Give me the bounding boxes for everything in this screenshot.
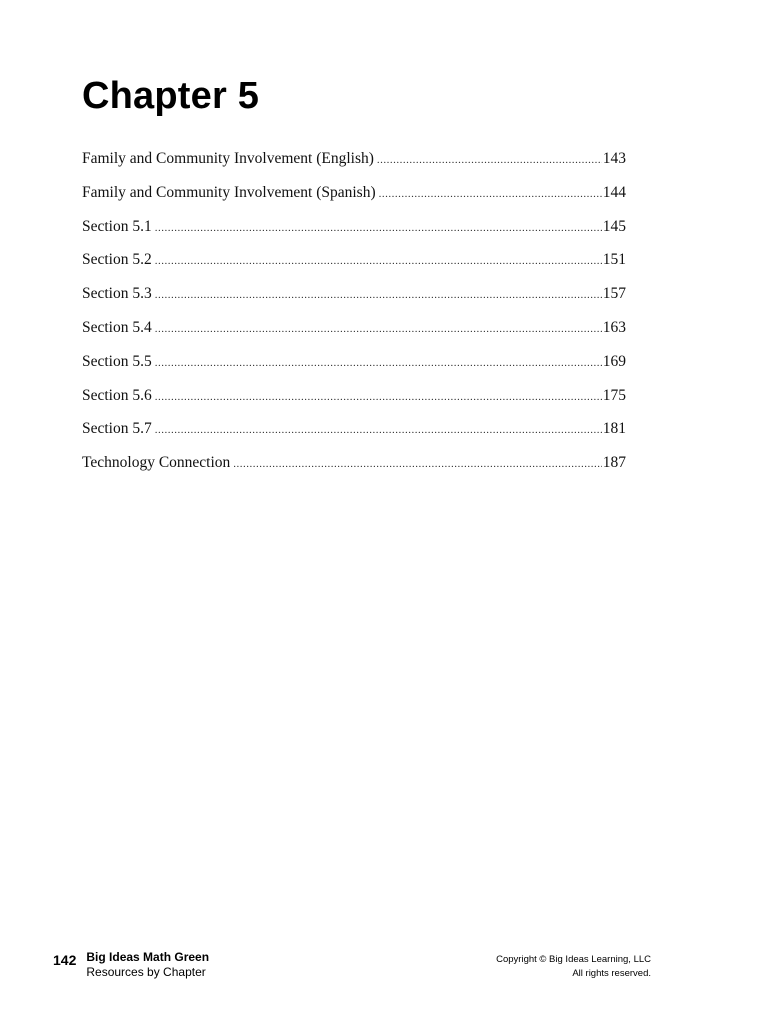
toc-entry bbox=[82, 412, 626, 446]
dot-leader bbox=[155, 379, 602, 415]
dot-leader bbox=[155, 412, 602, 448]
toc-entry bbox=[82, 210, 626, 244]
toc-entry-page: 169 bbox=[602, 352, 626, 370]
toc-entry bbox=[82, 311, 626, 345]
rights-line: All rights reserved. bbox=[572, 968, 651, 979]
dot-leader bbox=[377, 142, 602, 178]
dot-leader bbox=[155, 311, 602, 347]
toc-entry bbox=[82, 142, 626, 176]
book-title: Big Ideas Math Green bbox=[86, 950, 210, 964]
toc-entry bbox=[82, 379, 626, 413]
page-number: 142 bbox=[53, 952, 77, 968]
toc-entry-page: 157 bbox=[602, 285, 626, 303]
toc-entry-page: 151 bbox=[602, 251, 626, 269]
toc-entry-page: 181 bbox=[602, 420, 626, 438]
toc-entry bbox=[82, 446, 626, 480]
toc-entry bbox=[82, 277, 626, 311]
toc-entry-label: Section 5.7 bbox=[82, 420, 152, 438]
toc-entry-label: Section 5.1 bbox=[82, 217, 152, 235]
footer-copyright bbox=[496, 953, 651, 981]
toc-entry-page: 175 bbox=[602, 386, 626, 404]
dot-leader bbox=[155, 345, 602, 381]
copyright-line: Copyright © Big Ideas Learning, LLC bbox=[496, 954, 651, 965]
dot-leader bbox=[155, 210, 602, 246]
toc-entry-label: Family and Community Involvement (English) bbox=[82, 150, 374, 167]
toc-entry-label: Section 5.3 bbox=[82, 285, 152, 303]
dot-leader bbox=[233, 446, 601, 482]
toc-entry-page: 145 bbox=[602, 217, 626, 235]
chapter-title: Chapter 5 bbox=[82, 75, 260, 117]
toc-entry bbox=[82, 243, 626, 277]
dot-leader bbox=[155, 277, 602, 313]
book-subtitle: Resources by Chapter bbox=[86, 965, 206, 979]
toc-entry-label: Section 5.2 bbox=[82, 251, 152, 269]
toc-entry bbox=[82, 345, 626, 379]
toc-entry-page: 163 bbox=[602, 318, 626, 336]
toc-entry-label: Family and Community Involvement (Spanish) bbox=[82, 183, 376, 201]
toc-entry-label: Section 5.6 bbox=[82, 386, 152, 404]
toc-entry-page: 143 bbox=[602, 150, 626, 167]
toc-entry bbox=[82, 176, 626, 210]
toc-entry-page: 144 bbox=[602, 183, 626, 201]
toc-entry-label: Section 5.4 bbox=[82, 318, 152, 336]
toc-entry-label: Section 5.5 bbox=[82, 352, 152, 370]
toc-entry-page: 187 bbox=[602, 454, 626, 472]
table-of-contents bbox=[82, 142, 626, 480]
book-block bbox=[86, 950, 209, 980]
dot-leader bbox=[379, 176, 602, 212]
footer-book-info bbox=[53, 950, 209, 980]
dot-leader bbox=[155, 243, 602, 279]
toc-entry-label: Technology Connection bbox=[82, 454, 231, 472]
